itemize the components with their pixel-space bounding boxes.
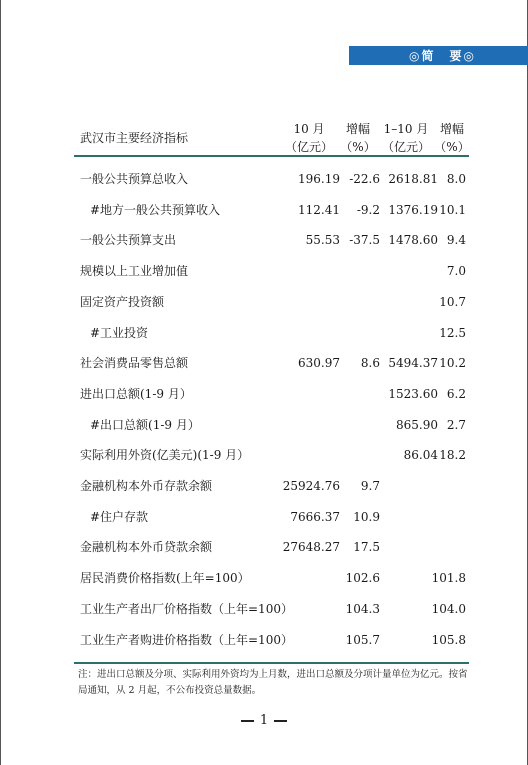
table-row bbox=[74, 201, 469, 219]
cell-cumulative-growth: 8.0 bbox=[446, 172, 466, 186]
section-title: ◎简 要◎ bbox=[409, 49, 476, 63]
table-row bbox=[74, 324, 469, 342]
column-header-month: 10 月 （亿元） bbox=[284, 122, 333, 154]
table-header bbox=[74, 118, 469, 156]
cell-month-growth: -37.5 bbox=[349, 233, 380, 248]
cell-cumulative-growth: 9.4 bbox=[446, 233, 466, 248]
page-border-left bbox=[0, 0, 1, 765]
cell-month-value: 25924.76 bbox=[282, 479, 340, 493]
cell-cumulative-growth: 12.5 bbox=[439, 325, 466, 340]
cell-cumulative-growth: 18.2 bbox=[439, 448, 466, 463]
cell-month-value: 27648.27 bbox=[282, 540, 340, 555]
cell-cumulative-value: 86.04 bbox=[403, 448, 438, 463]
table-row bbox=[74, 231, 469, 249]
cell-cumulative-growth: 101.8 bbox=[431, 571, 466, 586]
table-row bbox=[74, 385, 469, 403]
row-label: 金融机构本外币存款余额 bbox=[80, 479, 213, 493]
cell-month-growth: 9.7 bbox=[360, 479, 380, 493]
table-row bbox=[74, 631, 469, 649]
page-number: 1 bbox=[0, 713, 528, 728]
table-row bbox=[74, 354, 469, 372]
row-label: #工业投资 bbox=[90, 325, 149, 340]
cell-month-growth: 102.6 bbox=[345, 571, 380, 586]
row-label: #地方一般公共预算收入 bbox=[90, 202, 221, 217]
row-label: 工业生产者购进价格指数（上年=100） bbox=[80, 632, 293, 647]
cell-cumulative-value: 5494.37 bbox=[388, 356, 438, 371]
cell-month-growth: 8.6 bbox=[360, 356, 380, 371]
page-number-dash-left bbox=[241, 720, 254, 722]
table-row bbox=[74, 538, 469, 556]
cell-cumulative-growth: 10.1 bbox=[439, 202, 466, 217]
cell-cumulative-growth: 2.7 bbox=[446, 417, 466, 432]
table-title: 武汉市主要经济指标 bbox=[80, 131, 189, 145]
row-label: 社会消费品零售总额 bbox=[80, 356, 189, 371]
cell-cumulative-growth: 10.7 bbox=[439, 294, 466, 309]
footnote: 注：进出口总额及分项、实际利用外资均为上月数，进出口总额及分项计量单位为亿元。按省局通知，从 2 月起，不公布投资总量数据。 bbox=[78, 669, 468, 696]
cell-month-growth: -9.2 bbox=[356, 202, 380, 217]
row-label: 一般公共预算总收入 bbox=[80, 172, 189, 186]
cell-cumulative-value: 2618.81 bbox=[388, 172, 438, 186]
cell-cumulative-growth: 104.0 bbox=[431, 601, 466, 616]
table-header-rule bbox=[74, 155, 469, 157]
cell-month-value: 112.41 bbox=[298, 202, 340, 217]
cell-cumulative-growth: 6.2 bbox=[446, 386, 466, 401]
row-label: 进出口总额(1-9 月） bbox=[80, 386, 192, 401]
table-row bbox=[74, 569, 469, 587]
cell-month-value: 196.19 bbox=[298, 172, 340, 186]
cell-month-growth: -22.6 bbox=[349, 172, 380, 186]
cell-month-value: 630.97 bbox=[298, 356, 340, 371]
row-label: 一般公共预算支出 bbox=[80, 233, 177, 248]
cell-month-growth: 105.7 bbox=[345, 632, 380, 647]
cell-cumulative-growth: 10.2 bbox=[439, 356, 466, 371]
cell-month-growth: 17.5 bbox=[353, 540, 380, 555]
table-row bbox=[74, 170, 469, 188]
cell-cumulative-growth: 7.0 bbox=[446, 264, 466, 279]
cell-cumulative-value: 1523.60 bbox=[388, 386, 438, 401]
row-label: #出口总额(1-9 月） bbox=[90, 417, 200, 432]
column-header-cumulative-growth: 增幅 （%） bbox=[434, 122, 470, 154]
cell-cumulative-growth: 105.8 bbox=[431, 632, 466, 647]
row-label: 居民消费价格指数(上年=100） bbox=[80, 571, 250, 586]
table-row bbox=[74, 477, 469, 495]
cell-month-value: 55.53 bbox=[305, 233, 340, 248]
table-row bbox=[74, 600, 469, 618]
cell-month-value: 7666.37 bbox=[290, 509, 340, 524]
table-row bbox=[74, 262, 469, 280]
table-bottom-rule bbox=[74, 662, 469, 664]
cell-month-growth: 10.9 bbox=[353, 509, 380, 524]
cell-month-growth: 104.3 bbox=[345, 601, 380, 616]
page-number-dash-right bbox=[274, 720, 287, 722]
row-label: 工业生产者出厂价格指数（上年=100） bbox=[80, 601, 293, 616]
table-row bbox=[74, 293, 469, 311]
row-label: 金融机构本外币贷款余额 bbox=[80, 540, 213, 555]
section-header-band bbox=[349, 46, 528, 65]
row-label: 实际利用外资(亿美元)(1-9 月） bbox=[80, 448, 250, 463]
column-header-month-growth: 增幅 （%） bbox=[340, 122, 376, 154]
table-row bbox=[74, 446, 469, 464]
table-row bbox=[74, 416, 469, 434]
column-header-cumulative: 1–10 月 （亿元） bbox=[381, 122, 430, 154]
row-label: 固定资产投资额 bbox=[80, 294, 165, 309]
row-label: 规模以上工业增加值 bbox=[80, 264, 189, 279]
cell-cumulative-value: 1376.19 bbox=[388, 202, 438, 217]
row-label: #住户存款 bbox=[90, 509, 149, 524]
cell-cumulative-value: 865.90 bbox=[396, 417, 438, 432]
table-row bbox=[74, 508, 469, 526]
cell-cumulative-value: 1478.60 bbox=[388, 233, 438, 248]
